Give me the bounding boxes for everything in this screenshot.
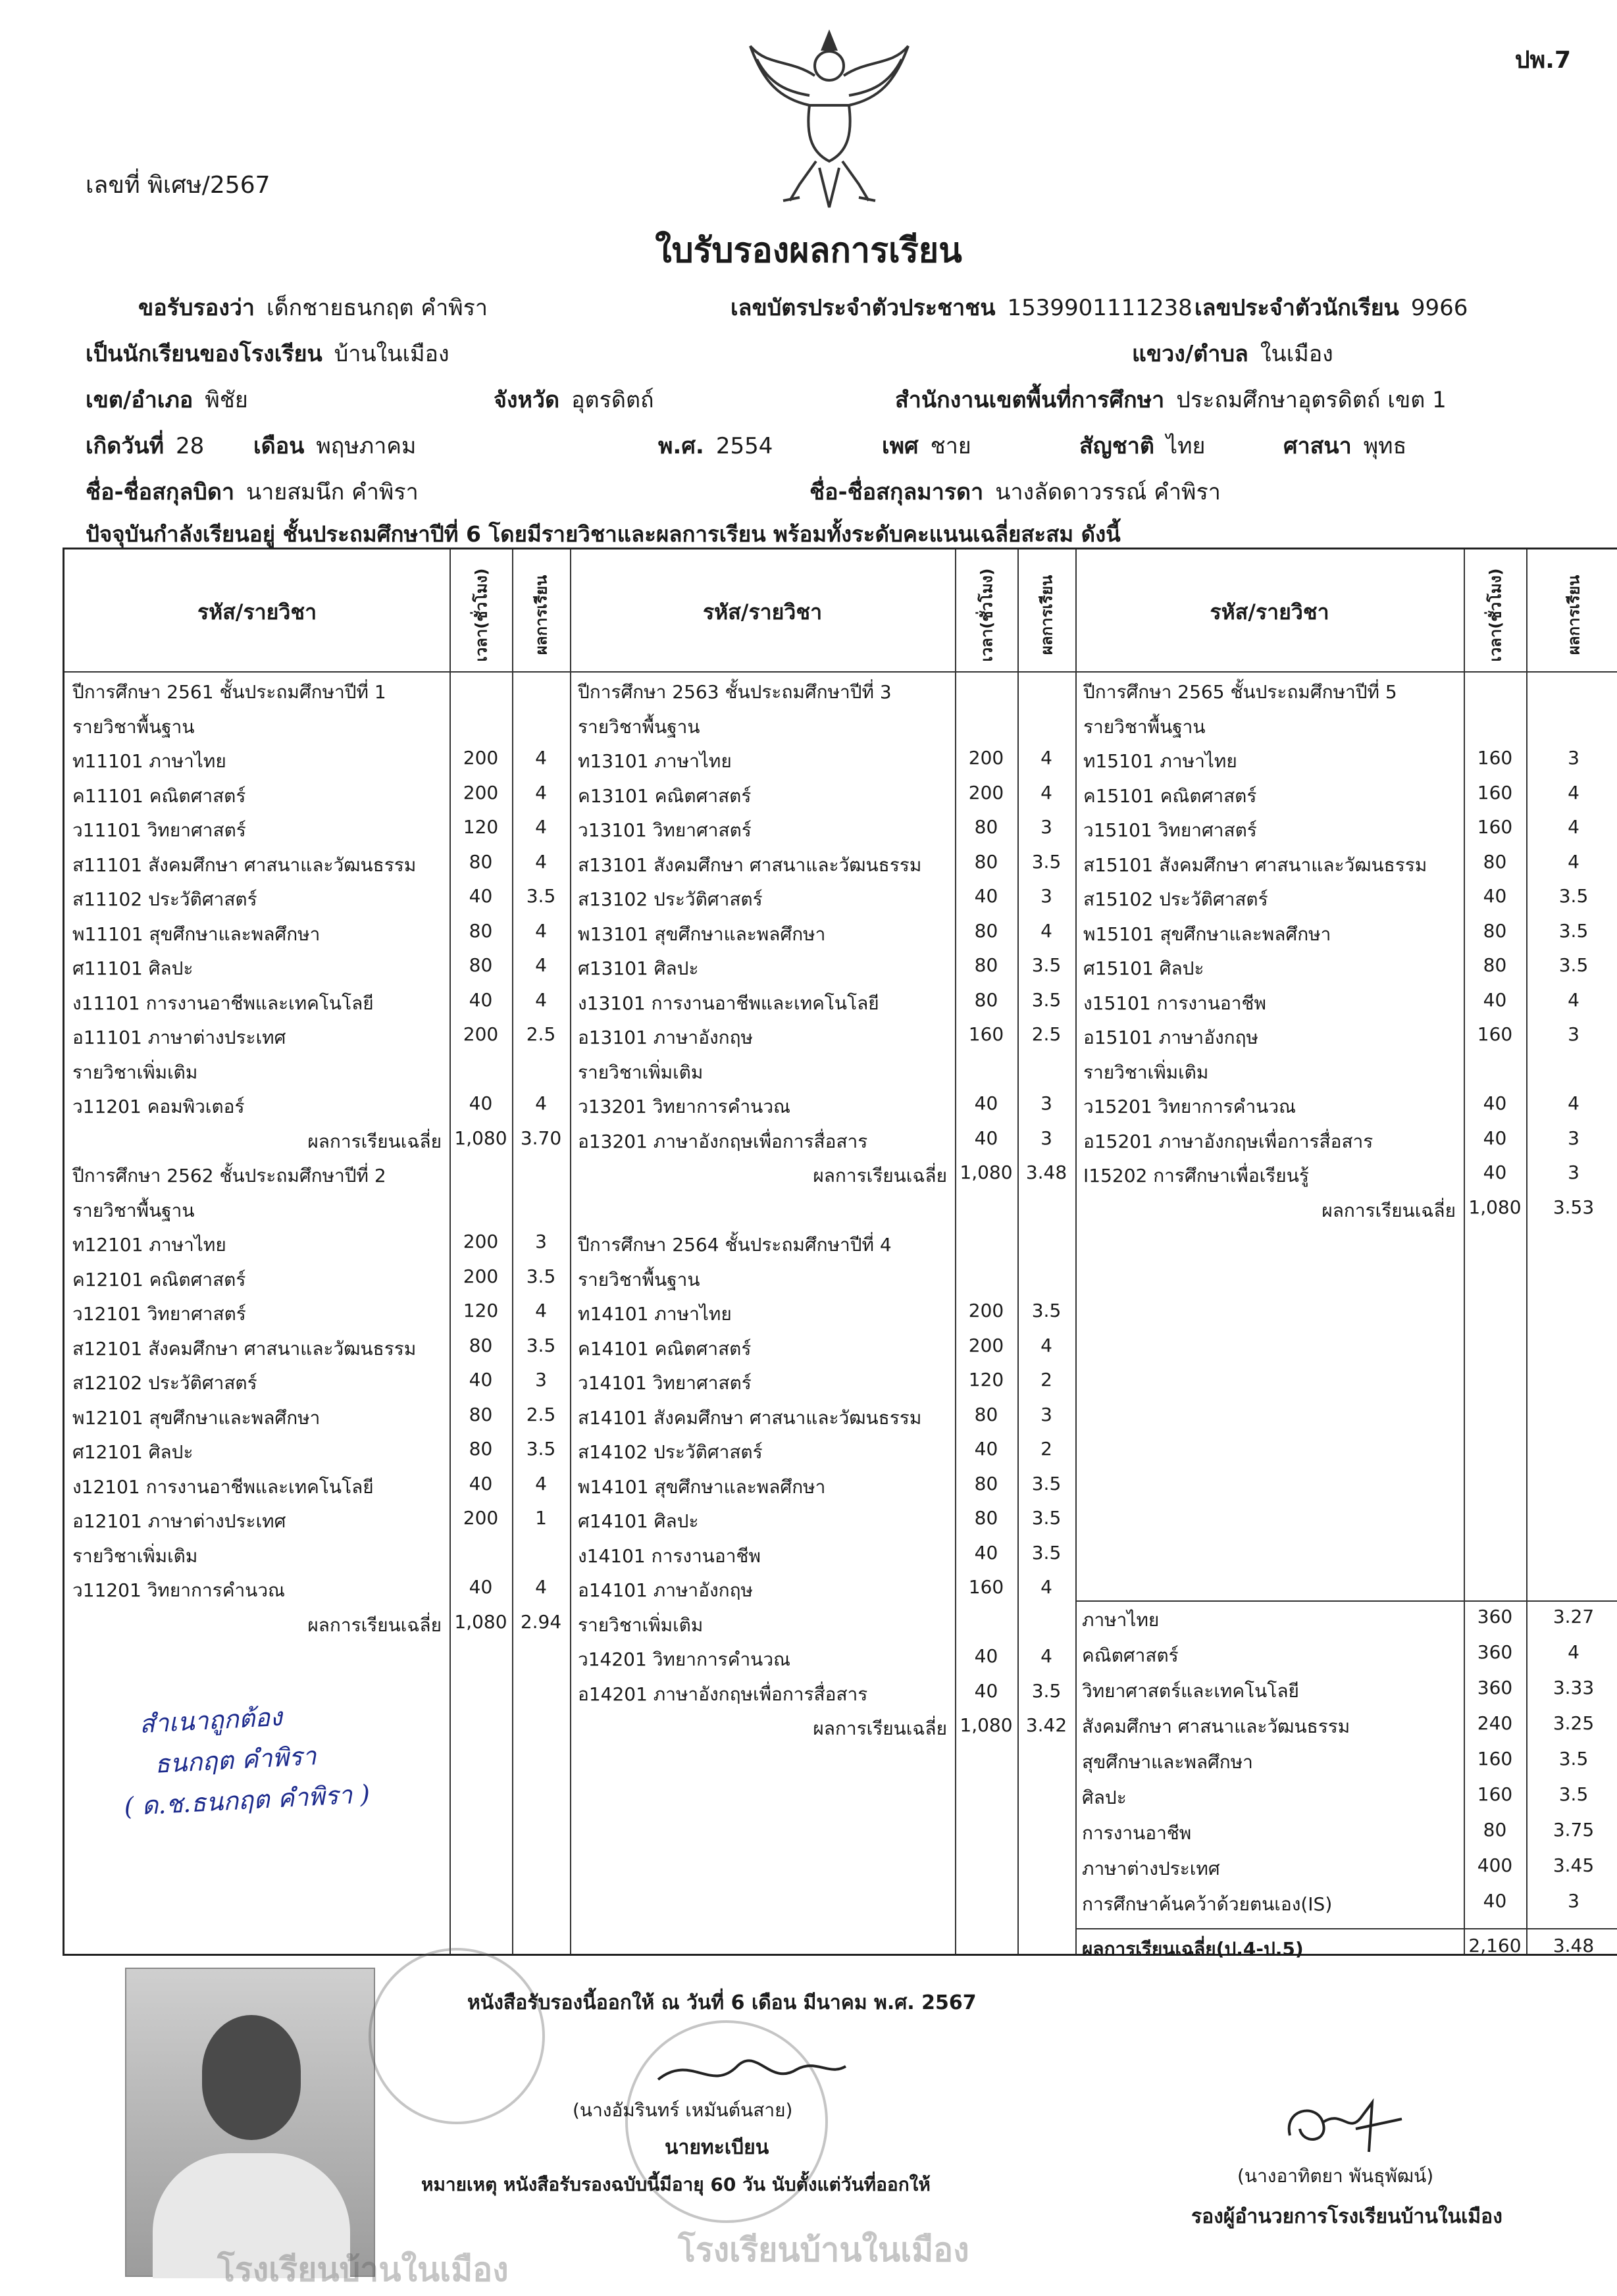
grade-value: 4 — [535, 747, 547, 769]
hours-value: 80 — [974, 988, 998, 1011]
grade-value: 4 — [535, 816, 547, 838]
grade-value: 3.5 — [526, 885, 556, 907]
subject-name: พ14101 สุขศึกษาและพลศึกษา — [578, 1475, 826, 1498]
hours-value: 40 — [469, 1576, 493, 1598]
hours-value: 80 — [469, 919, 493, 942]
subject-name: อ13201 ภาษาอังกฤษเพื่อการสื่อสาร — [578, 1130, 868, 1152]
hours-value: 40 — [1483, 885, 1507, 907]
summary-subject: การศึกษาค้นคว้าด้วยตนเอง(IS) — [1082, 1893, 1333, 1915]
grade-value: 4 — [535, 850, 547, 873]
hours-value: 200 — [463, 781, 499, 804]
subject-name: ส13102 ประวัติศาสตร์ — [578, 888, 763, 910]
subject-name: ว15201 วิทยาการคำนวณ — [1083, 1096, 1296, 1117]
religion-line: ศาสนา พุทธ — [1283, 433, 1407, 459]
grade-value: 2.94 — [520, 1610, 562, 1633]
grade-value: 4 — [535, 954, 547, 976]
hours-value: 40 — [469, 1472, 493, 1494]
birth-day-line: เกิดวันที่ 28 — [86, 433, 205, 459]
subject-name: พ11101 สุขศึกษาและพลศึกษา — [72, 923, 321, 945]
section-title: รายวิชาพื้นฐาน — [1083, 715, 1206, 738]
section-title: รายวิชาพื้นฐาน — [578, 1268, 700, 1290]
hours-value: 200 — [968, 1334, 1004, 1356]
section-title: ปีการศึกษา 2564 ชั้นประถมศึกษาปีที่ 4 — [578, 1234, 892, 1256]
hours-value: 40 — [974, 1092, 998, 1114]
document-title: ใบรับรองผลการเรียน — [655, 231, 962, 270]
grade-value: 3.5 — [1558, 885, 1589, 907]
subject-name: ศ15101 ศิลปะ — [1083, 957, 1204, 979]
subject-name: อ15101 ภาษาอังกฤษ — [1083, 1027, 1258, 1048]
grade-value: 3.5 — [1558, 919, 1589, 942]
hours-value: 200 — [463, 1231, 499, 1252]
summary-hours: 240 — [1477, 1712, 1513, 1734]
grade-value: 4 — [1568, 816, 1579, 838]
summary-subject: คณิตศาสตร์ — [1082, 1645, 1179, 1666]
hours-value: 80 — [974, 1507, 998, 1529]
subject-name: ว13201 วิทยาการคำนวณ — [578, 1096, 791, 1117]
subject-name: ส11101 สังคมศึกษา ศาสนาและวัฒนธรรม — [72, 854, 417, 876]
seal-text: โรงเรียนบ้านในเมือง — [217, 2251, 509, 2289]
hours-value: 80 — [469, 850, 493, 873]
summary-hours: 400 — [1477, 1854, 1513, 1876]
summary-subject: ภาษาไทย — [1082, 1609, 1160, 1631]
birth-year-line: พ.ศ. 2554 — [658, 433, 773, 459]
summary-total-divider — [1075, 1928, 1617, 1929]
hours-value: 40 — [974, 1127, 998, 1149]
grade-value: 3 — [1568, 1023, 1579, 1045]
summary-grade: 3.25 — [1553, 1712, 1595, 1734]
subject-name: ส13101 สังคมศึกษา ศาสนาและวัฒนธรรม — [578, 854, 922, 876]
hours-value: 40 — [974, 885, 998, 907]
subject-name: ท14101 ภาษาไทย — [578, 1303, 732, 1325]
school-line: เป็นนักเรียนของโรงเรียน บ้านในเมือง — [86, 341, 449, 367]
summary-grade: 3.33 — [1553, 1677, 1595, 1698]
school-name: บ้านในเมือง — [334, 341, 449, 367]
hours-value: 40 — [1483, 988, 1507, 1011]
form-code: ปพ.7 — [1514, 47, 1571, 74]
subject-name: ค12101 คณิตศาสตร์ — [72, 1268, 246, 1290]
grade-value: 2 — [1040, 1438, 1052, 1460]
subject-name: ว11201 คอมพิวเตอร์ — [72, 1096, 245, 1117]
subject-name: ว13101 วิทยาศาสตร์ — [578, 819, 752, 841]
grade-value: 4 — [1568, 850, 1579, 873]
subdistrict-line: แขวง/ตำบล ในเมือง — [1132, 341, 1333, 367]
hours-value: 160 — [1477, 1023, 1513, 1045]
subject-name: ว15101 วิทยาศาสตร์ — [1083, 819, 1257, 841]
subject-name: ส15101 สังคมศึกษา ศาสนาและวัฒนธรรม — [1083, 854, 1427, 876]
hours-value: 160 — [1477, 816, 1513, 838]
grade-value: 3.53 — [1553, 1196, 1595, 1218]
hours-value: 40 — [974, 1645, 998, 1667]
section-title: รายวิชาพื้นฐาน — [72, 715, 195, 738]
grade-value: 4 — [535, 988, 547, 1011]
id-card-number: 1539901111238 — [1007, 295, 1193, 321]
summary-subject: ภาษาต่างประเทศ — [1082, 1858, 1220, 1879]
subject-name: อ11101 ภาษาต่างประเทศ — [72, 1027, 286, 1048]
hours-value: 80 — [974, 1403, 998, 1425]
seal-text: โรงเรียนบ้านในเมือง — [678, 2231, 969, 2269]
subject-name: อ15201 ภาษาอังกฤษเพื่อการสื่อสาร — [1083, 1130, 1373, 1152]
hours-value: 160 — [1477, 781, 1513, 804]
hours-value: 1,080 — [960, 1161, 1013, 1183]
hours-value: 200 — [463, 1265, 499, 1287]
grade-value: 3.5 — [1031, 1472, 1062, 1494]
registrar-signature-icon — [652, 2040, 849, 2099]
grade-value: 4 — [1040, 1334, 1052, 1356]
average-label: ผลการเรียนเฉลี่ย — [307, 1130, 442, 1152]
grade-value: 4 — [1040, 1645, 1052, 1667]
hours-value: 80 — [1483, 850, 1507, 873]
hours-value: 1,080 — [454, 1127, 507, 1149]
id-card-line: เลขบัตรประจำตัวประชาชน 1539901111238 — [731, 295, 1193, 321]
summary-hours: 160 — [1477, 1748, 1513, 1770]
grade-value: 3.5 — [1031, 850, 1062, 873]
subject-name: อ14201 ภาษาอังกฤษเพื่อการสื่อสาร — [578, 1683, 868, 1705]
subject-name: ท12101 ภาษาไทย — [72, 1234, 226, 1256]
hours-value: 80 — [974, 1472, 998, 1494]
grade-value: 4 — [535, 1092, 547, 1114]
birth-month-line: เดือน พฤษภาคม — [253, 433, 417, 459]
subject-name: ค15101 คณิตศาสตร์ — [1083, 784, 1257, 807]
grade-value: 3.5 — [1558, 954, 1589, 976]
grade-value: 3 — [1040, 1403, 1052, 1425]
grade-value: 3.5 — [1031, 988, 1062, 1011]
grade-value: 4 — [1568, 988, 1579, 1011]
hours-value: 160 — [968, 1023, 1004, 1045]
grade-value: 4 — [1568, 1092, 1579, 1114]
section-title: รายวิชาเพิ่มเติม — [578, 1061, 704, 1083]
current-statement: ปัจจุบันกำลังเรียนอยู่ ชั้นประถมศึกษาปีที่ 6 โดยมีรายวิชาและผลการเรียน พร้อมทั้งระดับคะแนนเฉลี่ยสะสม ดังนี้ — [86, 521, 1121, 547]
section-title: รายวิชาเพิ่มเติม — [1083, 1061, 1209, 1083]
summary-grade: 3.45 — [1553, 1854, 1595, 1876]
summary-grade: 3.5 — [1558, 1783, 1589, 1805]
hours-value: 200 — [463, 747, 499, 769]
grade-value: 4 — [1040, 781, 1052, 804]
section-title: ปีการศึกษา 2563 ชั้นประถมศึกษาปีที่ 3 — [578, 681, 892, 703]
grade-value: 4 — [1040, 747, 1052, 769]
registrar-name: (นางอัมรินทร์ เหมันต์นสาย) — [573, 2099, 793, 2121]
header-grade: ผลการเรียน — [532, 574, 551, 655]
grade-value: 4 — [535, 1300, 547, 1321]
summary-grade: 3.27 — [1553, 1606, 1595, 1627]
grade-value: 4 — [535, 1576, 547, 1598]
subject-name: ส15102 ประวัติศาสตร์ — [1083, 888, 1268, 910]
grade-value: 3.5 — [1031, 1679, 1062, 1702]
subject-name: ง13101 การงานอาชีพและเทคโนโลยี — [578, 992, 879, 1014]
grade-value: 3.5 — [1031, 954, 1062, 976]
subject-name: ส12101 สังคมศึกษา ศาสนาและวัฒนธรรม — [72, 1337, 417, 1360]
hours-value: 200 — [968, 781, 1004, 804]
summary-grade: 3.75 — [1553, 1819, 1595, 1841]
grade-value: 3.5 — [526, 1334, 556, 1356]
hours-value: 80 — [974, 850, 998, 873]
summary-subject: การงานอาชีพ — [1082, 1822, 1192, 1844]
summary-grade: 3.5 — [1558, 1748, 1589, 1770]
hours-value: 200 — [968, 747, 1004, 769]
subject-name: พ13101 สุขศึกษาและพลศึกษา — [578, 923, 826, 945]
section-title: รายวิชาเพิ่มเติม — [72, 1544, 198, 1567]
header-grade: ผลการเรียน — [1037, 574, 1056, 655]
hours-value: 80 — [469, 954, 493, 976]
average-label: ผลการเรียนเฉลี่ย — [813, 1718, 947, 1739]
grade-value: 3.48 — [1025, 1161, 1067, 1183]
gender-line: เพศ ชาย — [882, 433, 971, 459]
grade-value: 3.5 — [1031, 1507, 1062, 1529]
grade-value: 4 — [535, 781, 547, 804]
remark: หมายเหตุ หนังสือรับรองฉบับนี้มีอายุ 60 วัน นับตั้งแต่วันที่ออกให้ — [421, 2174, 931, 2195]
summary-hours: 360 — [1477, 1606, 1513, 1627]
summary-hours: 40 — [1483, 1890, 1507, 1912]
subject-name: ว11101 วิทยาศาสตร์ — [72, 819, 246, 841]
grade-value: 3.5 — [526, 1265, 556, 1287]
hours-value: 80 — [469, 1438, 493, 1460]
subject-name: ค14101 คณิตศาสตร์ — [578, 1337, 752, 1360]
subject-name: ว14201 วิทยาการคำนวณ — [578, 1648, 791, 1670]
garuda-emblem-icon — [744, 20, 915, 211]
header-hours: เวลา(ชั่วโมง) — [1486, 568, 1504, 662]
summary-subject: สังคมศึกษา ศาสนาและวัฒนธรรม — [1082, 1716, 1350, 1737]
hours-value: 40 — [974, 1541, 998, 1564]
grade-value: 3.5 — [1031, 1541, 1062, 1564]
grade-value: 3 — [1040, 1127, 1052, 1149]
subject-name: ว14101 วิทยาศาสตร์ — [578, 1372, 752, 1394]
grade-value: 3 — [1040, 1092, 1052, 1114]
hours-value: 80 — [1483, 954, 1507, 976]
subject-name: ศ12101 ศิลปะ — [72, 1441, 193, 1463]
mother-line: ชื่อ-ชื่อสกุลมารดา นางลัดดาวรรณ์ คำพิรา — [809, 479, 1221, 505]
subject-name: อ14101 ภาษาอังกฤษ — [578, 1579, 753, 1601]
hours-value: 200 — [968, 1300, 1004, 1321]
student-no-line: เลขประจำตัวนักเรียน 9966 — [1194, 295, 1468, 321]
hours-value: 40 — [469, 1092, 493, 1114]
hours-value: 160 — [968, 1576, 1004, 1598]
summary-divider — [1075, 1600, 1617, 1602]
father-line: ชื่อ-ชื่อสกุลบิดา นายสมนึก คำพิรา — [86, 479, 419, 505]
section-title: รายวิชาเพิ่มเติม — [578, 1614, 704, 1636]
section-title: รายวิชาพื้นฐาน — [578, 715, 700, 738]
grade-value: 4 — [1040, 919, 1052, 942]
header-subject: รหัส/รายวิชา — [197, 600, 317, 625]
summary-hours: 360 — [1477, 1677, 1513, 1698]
summary-total-hours: 2,160 — [1468, 1935, 1522, 1956]
average-label: ผลการเรียนเฉลี่ย — [1322, 1199, 1456, 1221]
handwritten-certification: สำเนาถูกต้อง ธนกฤต คำพิรา ( ด.ช.ธนกฤต คำพิรา ) — [123, 1702, 371, 1822]
section-title: รายวิชาพื้นฐาน — [72, 1199, 195, 1221]
summary-subject: สุขศึกษาและพลศึกษา — [1082, 1751, 1253, 1773]
grade-value: 3.70 — [520, 1127, 562, 1149]
hours-value: 40 — [974, 1679, 998, 1702]
hours-value: 120 — [968, 1369, 1004, 1390]
grade-value: 3.42 — [1025, 1714, 1067, 1736]
document-number: เลขที่ พิเศษ/2567 — [86, 172, 270, 199]
district-line: เขต/อำเภอ พิชัย — [86, 387, 248, 413]
section-title: ปีการศึกษา 2562 ชั้นประถมศึกษาปีที่ 2 — [72, 1165, 386, 1186]
hours-value: 80 — [469, 1334, 493, 1356]
grade-value: 3 — [1040, 816, 1052, 838]
subject-name: ค11101 คณิตศาสตร์ — [72, 784, 246, 807]
hours-value: 40 — [469, 1369, 493, 1390]
subject-name: ว12101 วิทยาศาสตร์ — [72, 1303, 246, 1325]
section-title: ปีการศึกษา 2565 ชั้นประถมศึกษาปีที่ 5 — [1083, 681, 1397, 703]
summary-hours: 160 — [1477, 1783, 1513, 1805]
section-title: ปีการศึกษา 2561 ชั้นประถมศึกษาปีที่ 1 — [72, 681, 386, 703]
hours-value: 120 — [463, 1300, 499, 1321]
section-title: รายวิชาเพิ่มเติม — [72, 1061, 198, 1083]
header-hours: เวลา(ชั่วโมง) — [472, 568, 490, 662]
subject-name: ศ13101 ศิลปะ — [578, 957, 699, 979]
province-line: จังหวัด อุตรดิตถ์ — [494, 387, 654, 413]
grade-value: 3.5 — [1031, 1300, 1062, 1321]
certify-line: ขอรับรองว่า เด็กชายธนกฤต คำพิรา — [138, 295, 488, 321]
subject-name: ส14101 สังคมศึกษา ศาสนาและวัฒนธรรม — [578, 1406, 922, 1429]
hours-value: 200 — [463, 1023, 499, 1045]
subject-name: ท11101 ภาษาไทย — [72, 750, 226, 772]
subject-name: ส14102 ประวัติศาสตร์ — [578, 1441, 763, 1463]
subject-name: อ13101 ภาษาอังกฤษ — [578, 1027, 753, 1048]
subject-name: ง15101 การงานอาชีพ — [1083, 992, 1266, 1014]
subject-name: ค13101 คณิตศาสตร์ — [578, 784, 752, 807]
subject-name: อ12101 ภาษาต่างประเทศ — [72, 1510, 286, 1532]
grade-value: 1 — [535, 1507, 547, 1529]
subject-name: ส12102 ประวัติศาสตร์ — [72, 1372, 257, 1394]
grade-value: 2.5 — [1031, 1023, 1062, 1045]
subject-name: ง14101 การงานอาชีพ — [578, 1544, 761, 1567]
grade-value: 3.5 — [526, 1438, 556, 1460]
student-number: 9966 — [1410, 295, 1468, 321]
grade-value: 3 — [1568, 1127, 1579, 1149]
subject-name: ง11101 การงานอาชีพและเทคโนโลยี — [72, 992, 374, 1014]
hours-value: 40 — [1483, 1092, 1507, 1114]
hours-value: 80 — [974, 816, 998, 838]
hours-value: 40 — [974, 1438, 998, 1460]
area-office-line: สำนักงานเขตพื้นที่การศึกษา ประถมศึกษาอุตรดิตถ์ เขต 1 — [895, 387, 1447, 413]
subject-name: I15202 การศึกษาเพื่อเรียนรู้ — [1083, 1165, 1309, 1186]
grade-value: 4 — [535, 1472, 547, 1494]
hours-value: 80 — [974, 919, 998, 942]
deputy-title: รองผู้อำนวยการโรงเรียนบ้านในเมือง — [1191, 2205, 1502, 2228]
summary-grade: 3 — [1568, 1890, 1579, 1912]
hours-value: 160 — [1477, 747, 1513, 769]
subject-name: พ15101 สุขศึกษาและพลศึกษา — [1083, 923, 1331, 945]
subject-name: ส11102 ประวัติศาสตร์ — [72, 888, 257, 910]
grade-value: 4 — [535, 919, 547, 942]
header-hours: เวลา(ชั่วโมง) — [977, 568, 996, 662]
grade-value: 2.5 — [526, 1403, 556, 1425]
school-seal-icon — [369, 1948, 545, 2124]
nationality-line: สัญชาติ ไทย — [1079, 433, 1206, 459]
subject-name: พ12101 สุขศึกษาและพลศึกษา — [72, 1406, 321, 1429]
average-label: ผลการเรียนเฉลี่ย — [307, 1614, 442, 1636]
average-label: ผลการเรียนเฉลี่ย — [813, 1165, 947, 1186]
grade-value: 2 — [1040, 1369, 1052, 1390]
subject-name: ศ14101 ศิลปะ — [578, 1510, 699, 1532]
grade-value: 3 — [1040, 885, 1052, 907]
hours-value: 40 — [1483, 1127, 1507, 1149]
hours-value: 200 — [463, 1507, 499, 1529]
deputy-signature-icon — [1277, 2089, 1422, 2162]
issue-statement: หนังสือรับรองนี้ออกให้ ณ วันที่ 6 เดือน มีนาคม พ.ศ. 2567 — [467, 1991, 977, 2014]
student-name: เด็กชายธนกฤต คำพิรา — [266, 295, 488, 321]
subject-name: ศ11101 ศิลปะ — [72, 957, 193, 979]
registrar-title: นายทะเบียน — [665, 2136, 769, 2159]
subject-name: ง12101 การงานอาชีพและเทคโนโลยี — [72, 1475, 374, 1498]
grade-value: 3 — [535, 1369, 547, 1390]
header-subject: รหัส/รายวิชา — [702, 600, 823, 625]
grade-value: 4 — [1040, 1576, 1052, 1598]
grade-value: 3 — [1568, 1161, 1579, 1183]
summary-total-grade: 3.48 — [1553, 1935, 1595, 1956]
hours-value: 40 — [1483, 1161, 1507, 1183]
grade-value: 3 — [1568, 747, 1579, 769]
hours-value: 80 — [1483, 919, 1507, 942]
subject-name: ท13101 ภาษาไทย — [578, 750, 732, 772]
summary-hours: 360 — [1477, 1641, 1513, 1663]
table-header-divider — [64, 671, 1617, 673]
hours-value: 1,080 — [960, 1714, 1013, 1736]
hours-value: 40 — [469, 885, 493, 907]
summary-grade: 4 — [1568, 1641, 1579, 1663]
grade-value: 2.5 — [526, 1023, 556, 1045]
hours-value: 80 — [469, 1403, 493, 1425]
summary-subject: วิทยาศาสตร์และเทคโนโลยี — [1082, 1680, 1299, 1702]
subject-name: ว11201 วิทยาการคำนวณ — [72, 1579, 286, 1601]
grade-value: 4 — [1568, 781, 1579, 804]
summary-hours: 80 — [1483, 1819, 1507, 1841]
header-subject: รหัส/รายวิชา — [1210, 600, 1329, 625]
hours-value: 120 — [463, 816, 499, 838]
grade-value: 3 — [535, 1231, 547, 1252]
summary-subject: ศิลปะ — [1082, 1787, 1127, 1808]
column-divider — [1075, 549, 1077, 1954]
hours-value: 80 — [974, 954, 998, 976]
hours-value: 40 — [469, 988, 493, 1011]
header-grade: ผลการเรียน — [1564, 574, 1583, 655]
deputy-name: (นางอาทิตยา พันธุพัฒน์) — [1237, 2165, 1434, 2187]
hours-value: 1,080 — [1468, 1196, 1522, 1218]
student-photo — [125, 1968, 375, 2277]
hours-value: 1,080 — [454, 1610, 507, 1633]
subject-name: ท15101 ภาษาไทย — [1083, 750, 1237, 772]
summary-total-label: ผลการเรียนเฉลี่ย(ป.4-ป.5) — [1082, 1938, 1304, 1960]
